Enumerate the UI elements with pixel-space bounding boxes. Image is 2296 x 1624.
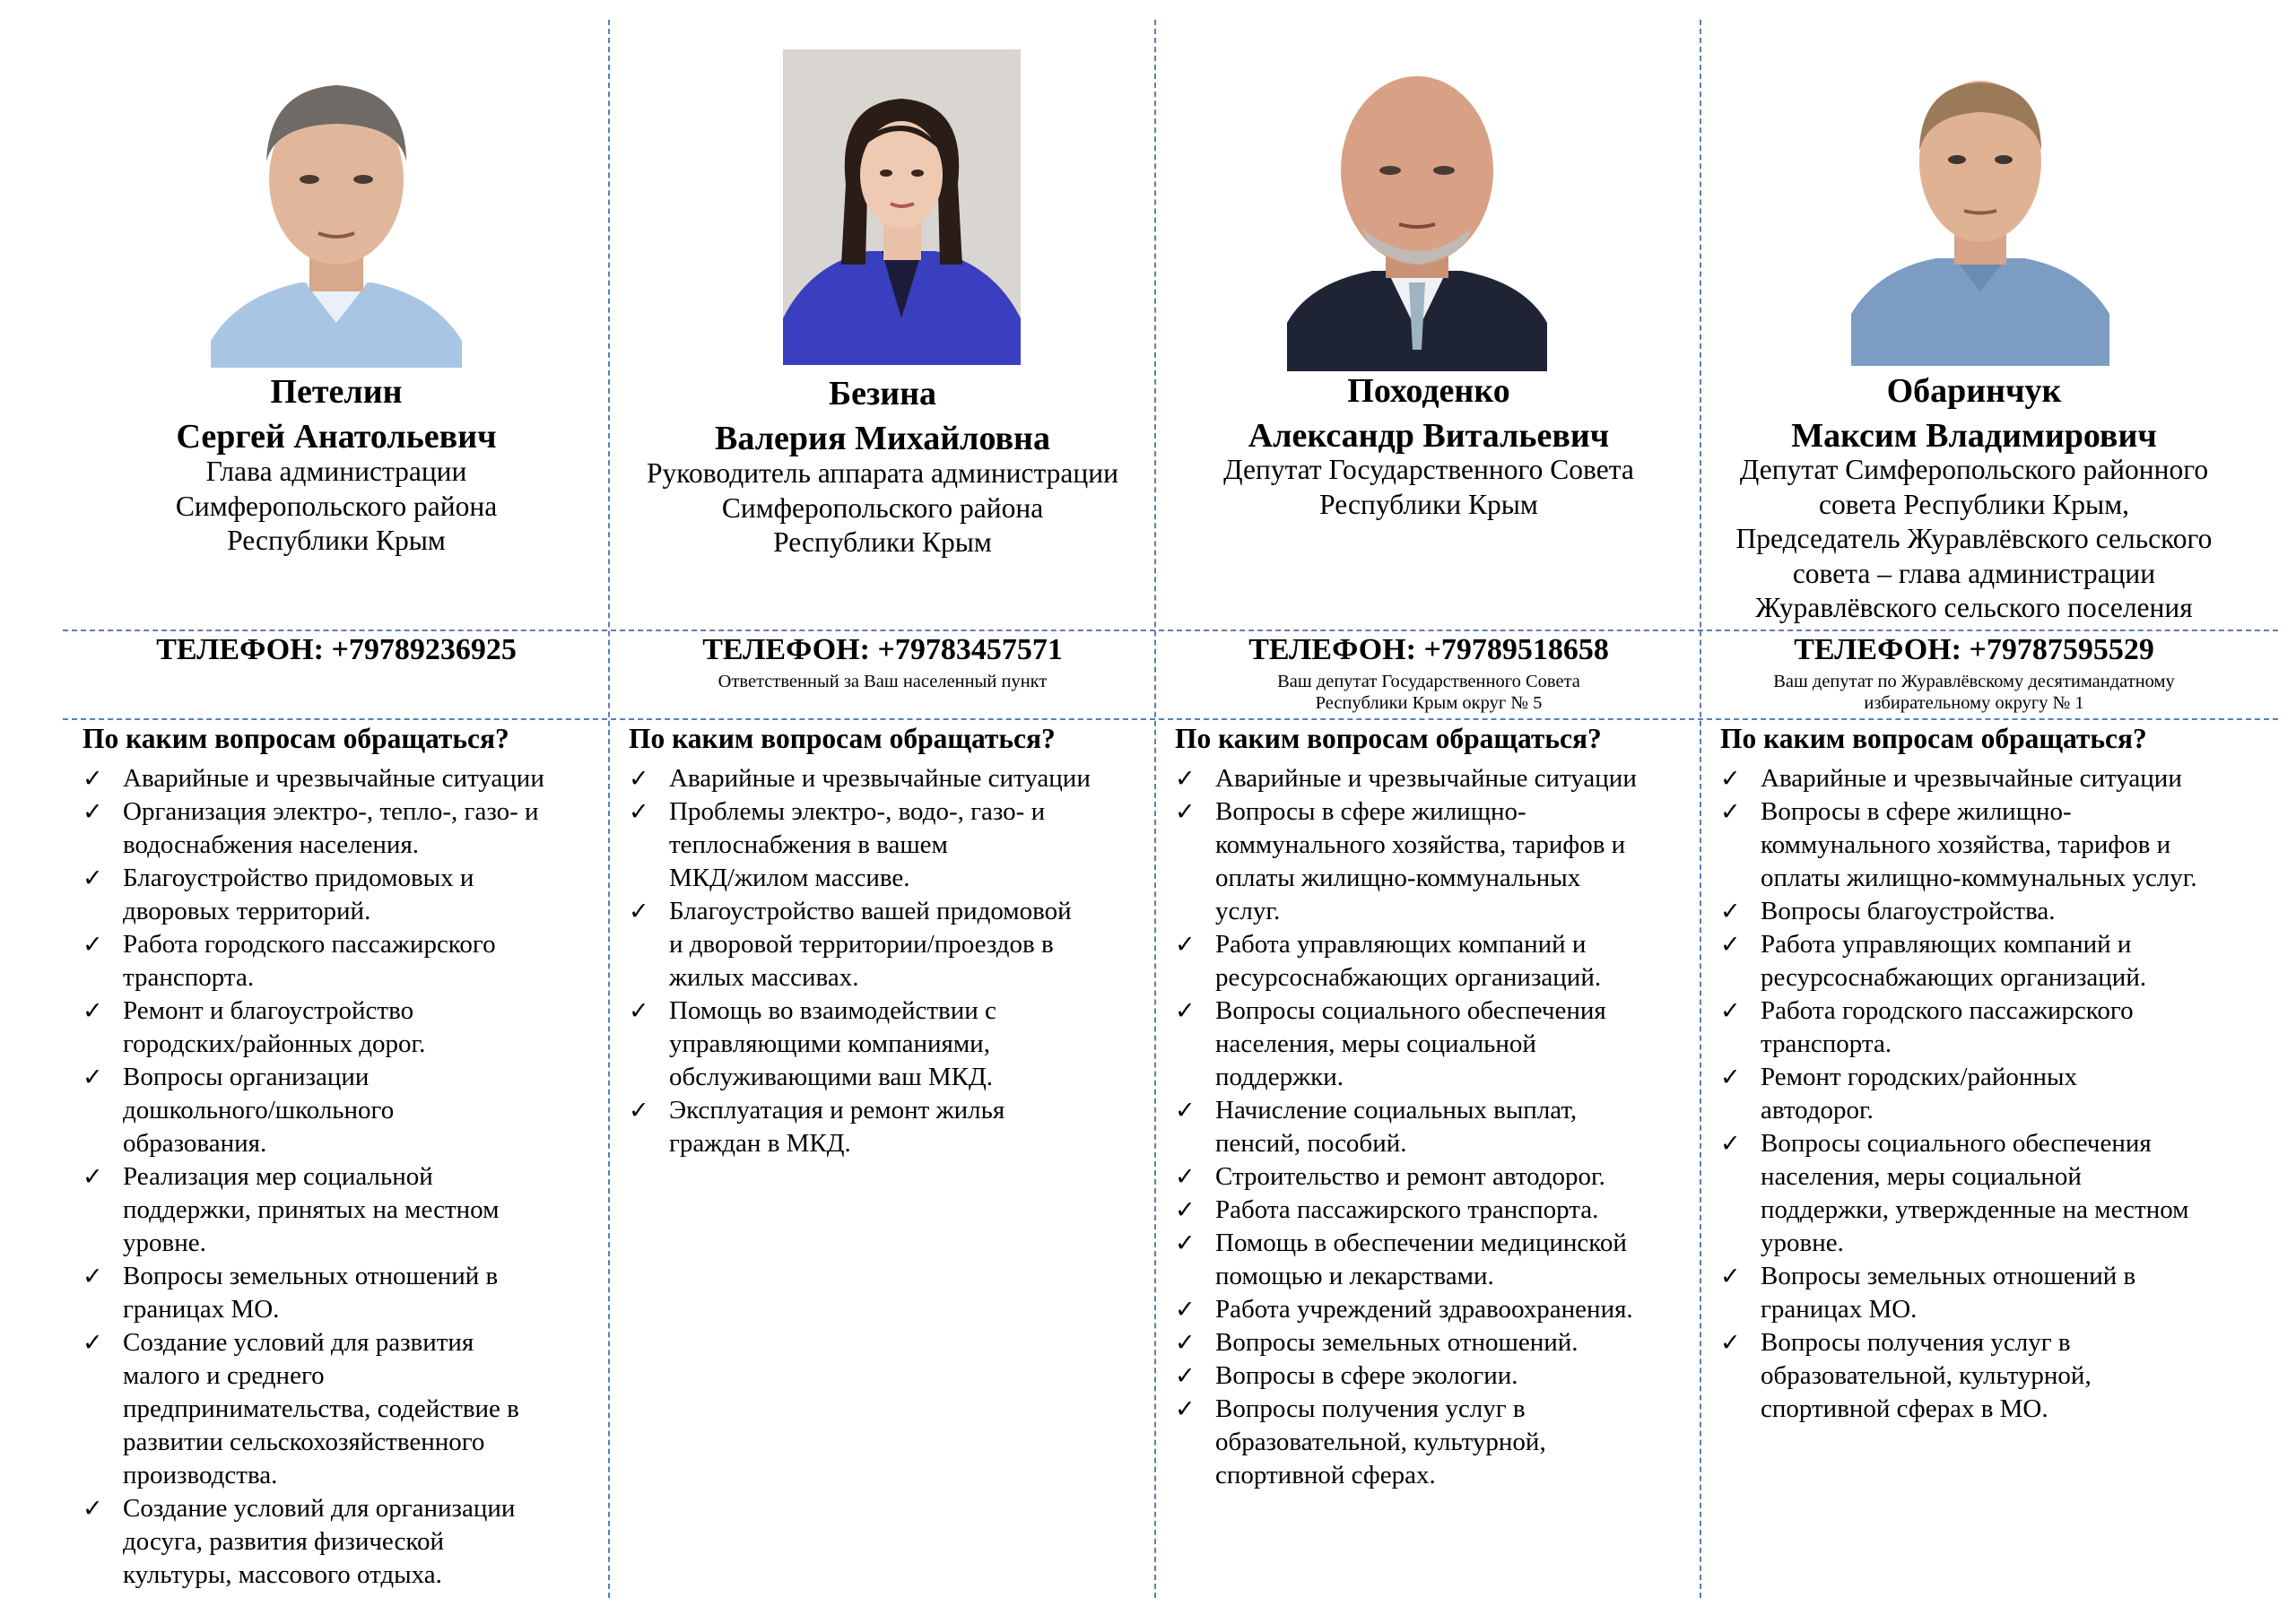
check-mark-icon: ✓	[629, 765, 649, 793]
list-item: ✓ Благоустройство придомовых и дворовых территорий.	[83, 864, 474, 925]
person-position: Депутат Симферопольского районного совета Республики Крым, Председатель Журавлёвского сельского совета – глава администрации Журавлёвского сельского поселения	[1735, 454, 2213, 623]
questions-heading: По каким вопросам обращаться?	[629, 723, 1056, 754]
list-item: ✓ Помощь в обеспечении медицинской помощью и лекарствами.	[1175, 1229, 1627, 1290]
list-item: ✓ Работа учреждений здравоохранения.	[1175, 1293, 1704, 1326]
portrait-photo	[202, 54, 471, 368]
list-item: ✓ Ремонт и благоустройство городских/районных дорог.	[83, 996, 426, 1058]
questions-heading: По каким вопросам обращаться?	[1175, 723, 1602, 754]
list-item: ✓ Вопросы земельных отношений в границах МО.	[83, 1262, 499, 1324]
list-item: ✓ Аварийные и чрезвычайные ситуации	[1720, 762, 2249, 795]
check-mark-icon: ✓	[1175, 1296, 1196, 1324]
phone-number: ТЕЛЕФОН: +79789236925	[156, 633, 517, 666]
list-item: ✓ Создание условий для развития малого и среднего предпринимательства, содействие в развитии сельскохозяйственного производства.	[83, 1328, 519, 1489]
person-position: Депутат Государственного Совета Республики Крым	[1223, 454, 1634, 520]
person-surname: Обаринчук	[1886, 372, 2062, 410]
check-mark-icon: ✓	[629, 798, 649, 826]
check-mark-icon: ✓	[83, 864, 103, 892]
check-mark-icon: ✓	[629, 898, 649, 925]
check-mark-icon: ✓	[83, 997, 103, 1025]
check-mark-icon: ✓	[1720, 1263, 1741, 1290]
check-mark-icon: ✓	[1720, 997, 1741, 1025]
list-item: ✓ Работа пассажирского транспорта.	[1175, 1194, 1704, 1227]
list-item: ✓ Аварийные и чрезвычайные ситуации	[1175, 762, 1704, 795]
check-mark-icon: ✓	[83, 1163, 103, 1191]
questions-list	[629, 762, 1158, 1160]
list-item: ✓ Начисление социальных выплат, пенсий, пособий.	[1175, 1096, 1578, 1158]
person-position: Руководитель аппарата администрации Симферопольского района Республики Крым	[647, 457, 1118, 558]
person-given-names: Валерия Михайловна	[715, 420, 1050, 457]
check-mark-icon: ✓	[629, 997, 649, 1025]
list-item: ✓ Помощь во взаимодействии с управляющими компаниями, обслуживающими ваш МКД.	[629, 996, 996, 1091]
check-mark-icon: ✓	[83, 765, 103, 793]
person-given-names: Александр Витальевич	[1248, 417, 1610, 455]
questions-list	[83, 762, 612, 1592]
list-item: ✓ Вопросы социального обеспечения населения, меры социальной поддержки, утвержденные на местном уровне.	[1720, 1129, 2189, 1257]
check-mark-icon: ✓	[1175, 1362, 1196, 1390]
phone-number: ТЕЛЕФОН: +79787595529	[1794, 633, 2154, 666]
list-item: ✓ Вопросы социального обеспечения населения, меры социальной поддержки.	[1175, 996, 1606, 1091]
list-item: ✓ Эксплуатация и ремонт жилья граждан в МКД.	[629, 1096, 1005, 1158]
list-item: ✓ Работа городского пассажирского транспорта.	[1720, 996, 2134, 1058]
check-mark-icon: ✓	[1720, 1130, 1741, 1158]
check-mark-icon: ✓	[83, 931, 103, 959]
phone-note: Ваш депутат по Журавлёвскому десятимандатному избирательному округу № 1	[1773, 672, 2175, 713]
list-item: ✓ Вопросы в сфере жилищно- коммунального хозяйства, тарифов и оплаты жилищно-коммунальных услуг.	[1175, 797, 1626, 925]
questions-list	[1175, 762, 1704, 1492]
check-mark-icon: ✓	[1175, 1395, 1196, 1423]
check-mark-icon: ✓	[1175, 1163, 1196, 1191]
portrait-photo	[783, 49, 1021, 365]
check-mark-icon: ✓	[629, 1097, 649, 1125]
check-mark-icon: ✓	[1175, 1229, 1196, 1257]
list-item: ✓ Ремонт городских/районных автодорог.	[1720, 1063, 2077, 1125]
list-item: ✓ Вопросы земельных отношений.	[1175, 1326, 1704, 1359]
check-mark-icon: ✓	[1720, 898, 1741, 925]
person-given-names: Сергей Анатольевич	[176, 418, 497, 456]
list-item: ✓ Вопросы организации дошкольного/школьного образования.	[83, 1063, 395, 1158]
person-surname: Петелин	[270, 373, 403, 411]
list-item: ✓ Работа городского пассажирского транспорта.	[83, 930, 496, 992]
check-mark-icon: ✓	[1175, 1097, 1196, 1125]
list-item: ✓ Создание условий для организации досуга, развития физической культуры, массового отдыха.	[83, 1494, 516, 1589]
check-mark-icon: ✓	[83, 1064, 103, 1091]
phone-number: ТЕЛЕФОН: +79789518658	[1248, 633, 1609, 666]
row-divider	[63, 630, 2278, 631]
list-item: ✓ Реализация мер социальной поддержки, принятых на местном уровне.	[83, 1162, 500, 1257]
portrait-photo	[1287, 63, 1547, 371]
list-item: ✓ Вопросы в сфере жилищно- коммунального хозяйства, тарифов и оплаты жилищно-коммунальных услуг.	[1720, 797, 2197, 892]
questions-heading: По каким вопросам обращаться?	[83, 723, 509, 754]
check-mark-icon: ✓	[1720, 931, 1741, 959]
check-mark-icon: ✓	[1720, 1329, 1741, 1357]
check-mark-icon: ✓	[83, 1329, 103, 1357]
list-item: ✓ Строительство и ремонт автодорог.	[1175, 1160, 1704, 1194]
questions-heading: По каким вопросам обращаться?	[1720, 723, 2147, 754]
person-surname: Походенко	[1347, 372, 1510, 410]
list-item: ✓ Аварийные и чрезвычайные ситуации	[629, 762, 1158, 795]
list-item: ✓ Вопросы в сфере экологии.	[1175, 1359, 1704, 1393]
check-mark-icon: ✓	[83, 798, 103, 826]
list-item: ✓ Работа управляющих компаний и ресурсоснабжающих организаций.	[1175, 930, 1602, 992]
person-surname: Безина	[828, 375, 937, 413]
phone-note: Ваш депутат Государственного Совета Республики Крым округ № 5	[1277, 672, 1580, 713]
check-mark-icon: ✓	[1175, 997, 1196, 1025]
list-item: ✓ Работа управляющих компаний и ресурсоснабжающих организаций.	[1720, 930, 2147, 992]
check-mark-icon: ✓	[1175, 765, 1196, 793]
list-item: ✓ Вопросы благоустройства.	[1720, 895, 2249, 928]
questions-list	[1720, 762, 2249, 1426]
check-mark-icon: ✓	[1175, 798, 1196, 826]
portrait-photo	[1851, 45, 2109, 366]
check-mark-icon: ✓	[1175, 931, 1196, 959]
list-item: ✓ Благоустройство вашей придомовой и дворовой территории/проездов в жилых массивах.	[629, 897, 1072, 992]
check-mark-icon: ✓	[1720, 1064, 1741, 1091]
check-mark-icon: ✓	[1175, 1329, 1196, 1357]
check-mark-icon: ✓	[83, 1495, 103, 1523]
check-mark-icon: ✓	[1175, 1196, 1196, 1224]
list-item: ✓ Проблемы электро-, водо-, газо- и теплоснабжения в вашем МКД/жилом массиве.	[629, 797, 1046, 892]
check-mark-icon: ✓	[1720, 798, 1741, 826]
list-item: ✓ Вопросы земельных отношений в границах МО.	[1720, 1262, 2136, 1324]
list-item: ✓ Вопросы получения услуг в образовательной, культурной, спортивной сферах в МО.	[1720, 1328, 2092, 1423]
person-given-names: Максим Владимирович	[1791, 417, 2157, 455]
list-item: ✓ Вопросы получения услуг в образовательной, культурной, спортивной сферах.	[1175, 1394, 1546, 1489]
list-item: ✓ Аварийные и чрезвычайные ситуации	[83, 762, 612, 795]
check-mark-icon: ✓	[83, 1263, 103, 1290]
check-mark-icon: ✓	[1720, 765, 1741, 793]
phone-note: Ответственный за Ваш населенный пункт	[718, 672, 1048, 691]
row-divider	[63, 718, 2278, 720]
person-position: Глава администрации Симферопольского района Республики Крым	[175, 456, 498, 556]
phone-number: ТЕЛЕФОН: +79783457571	[702, 633, 1063, 666]
list-item: ✓ Организация электро-, тепло-, газо- и водоснабжения населения.	[83, 797, 539, 859]
